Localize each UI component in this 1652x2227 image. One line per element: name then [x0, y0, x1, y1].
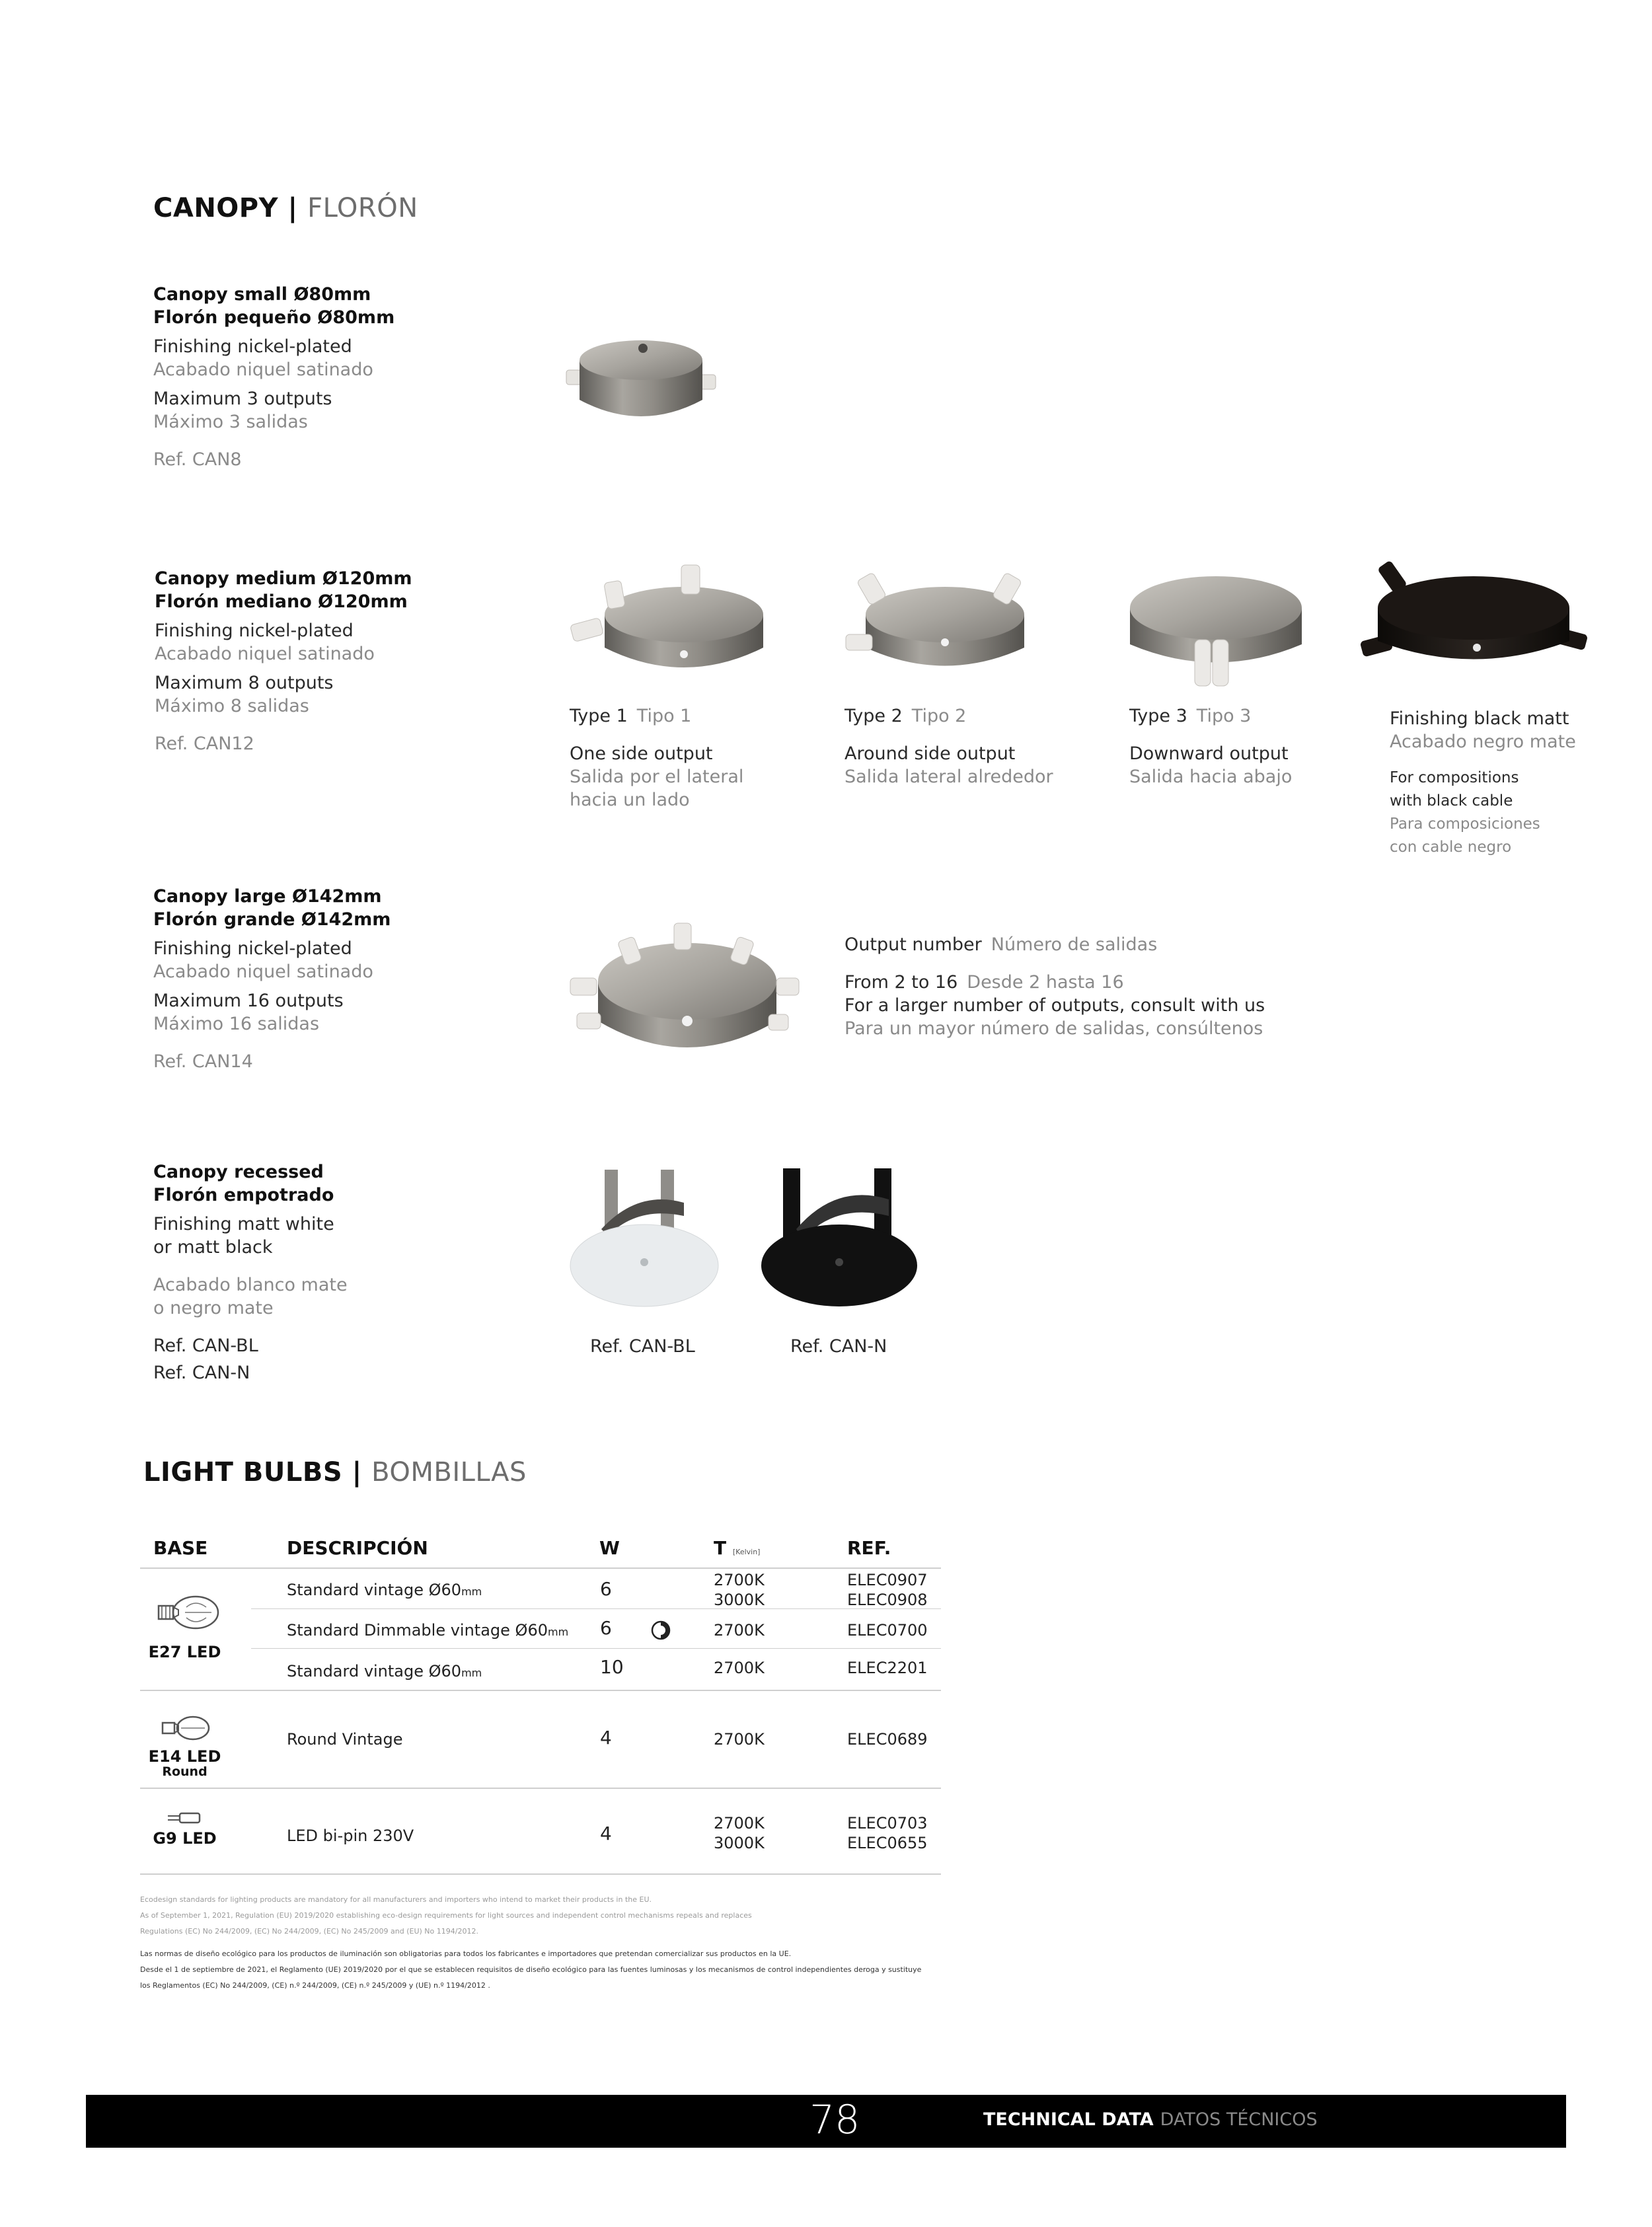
canopy-recessed-finish-es: Acabado blanco mate: [153, 1275, 348, 1295]
table-divider: [140, 1567, 941, 1569]
e27-row2-w: 6: [600, 1617, 612, 1639]
black-note-es: Para composiciones: [1390, 815, 1540, 833]
canopy-medium-ref: Ref. CAN12: [155, 734, 254, 754]
type2-desc-es: Salida lateral alrededor: [845, 767, 1053, 787]
fine-en-1: Ecodesign standards for lighting products are mandatory for all manufacturers and importers who intend to market their products in the EU.: [140, 1895, 652, 1904]
footer-title-es: DATOS TÉCNICOS: [1160, 2109, 1318, 2130]
black-note: For compositions: [1390, 769, 1519, 786]
canopy-medium-info: [155, 567, 412, 755]
canopy-large-outputs-es: Máximo 16 salidas: [153, 1014, 320, 1034]
e27-row1-w: 6: [600, 1578, 612, 1600]
e27-row3-r1: ELEC2201: [847, 1659, 928, 1677]
col-header-desc: DESCRIPCIÓN: [287, 1537, 428, 1559]
canopy-black-image: [1358, 555, 1589, 687]
output-number-label-es: Número de salidas: [991, 934, 1158, 955]
canopy-large-finish: Finishing nickel-plated: [153, 938, 352, 959]
canopy-medium-outputs: Maximum 8 outputs: [155, 673, 334, 693]
e14-row-t1: 2700K: [714, 1730, 765, 1749]
canopy-small-outputs-es: Máximo 3 salidas: [153, 412, 308, 432]
g9-row-t: [714, 1813, 765, 1853]
footer-title: [983, 2109, 1318, 2130]
output-range-es: Desde 2 hasta 16: [967, 972, 1124, 993]
recessed-black-ref: Ref. CAN-N: [790, 1336, 887, 1357]
e27-row1-desc-text: Standard vintage Ø60: [287, 1581, 462, 1599]
e27-row2-desc-text: Standard Dimmable vintage Ø60: [287, 1621, 548, 1640]
canopy-recessed-white-image: [565, 1163, 724, 1315]
e27-row3-t1: 2700K: [714, 1659, 765, 1677]
table-divider: [140, 1690, 941, 1691]
recessed-white-ref: Ref. CAN-BL: [590, 1336, 695, 1357]
fine-en-2: As of September 1, 2021, Regulation (EU) 2019/2020 establishing eco-design requirements for light sources and independent control mechanisms repeals and replaces: [140, 1911, 752, 1920]
table-divider: [140, 1788, 941, 1789]
canopy-recessed-finish: Finishing matt white: [153, 1214, 334, 1234]
canopy-small-outputs: Maximum 3 outputs: [153, 389, 332, 409]
e27-bulb-icon: [152, 1593, 221, 1632]
e14-row-r1: ELEC0689: [847, 1730, 928, 1749]
type1-label: Type 1: [570, 706, 628, 726]
consult-note: For a larger number of outputs, consult with us: [845, 995, 1265, 1016]
type2-info: [845, 704, 1053, 788]
dimmable-icon: [650, 1619, 672, 1642]
g9-row-w: 4: [600, 1823, 612, 1844]
e14-bulb-icon: [157, 1713, 213, 1743]
canopy-large-finish-es: Acabado niquel satinado: [153, 962, 373, 982]
canopy-medium-name-es: Florón mediano Ø120mm: [155, 591, 408, 612]
bulbs-title-en: LIGHT BULBS: [143, 1457, 343, 1488]
bulbs-title-es: BOMBILLAS: [371, 1457, 527, 1488]
type1-desc-es: Salida por el lateral: [570, 767, 744, 787]
canopy-medium-name: Canopy medium Ø120mm: [155, 568, 412, 589]
e27-row2-r1: ELEC0700: [847, 1621, 928, 1640]
g9-row-t2: 3000K: [714, 1834, 765, 1852]
canopy-recessed-finish-es-2: o negro mate: [153, 1298, 274, 1318]
e14-base-label: [140, 1748, 229, 1778]
g9-row-r1: ELEC0703: [847, 1814, 928, 1832]
canopy-medium-finish-es: Acabado niquel satinado: [155, 644, 375, 664]
e27-row3-desc: [287, 1661, 482, 1683]
type1-label-es: Tipo 1: [636, 706, 692, 726]
e27-base-label: [140, 1643, 229, 1661]
canopy-small-finish: Finishing nickel-plated: [153, 336, 352, 357]
col-header-w: W: [599, 1537, 620, 1559]
e27-row1-t2: 3000K: [714, 1591, 765, 1609]
canopy-medium-outputs-es: Máximo 8 salidas: [155, 696, 309, 716]
type1-info: [570, 704, 743, 812]
g9-bulb-icon: [165, 1811, 205, 1825]
g9-row-desc: LED bi-pin 230V: [287, 1827, 414, 1845]
canopy-recessed-info: [153, 1160, 348, 1384]
e27-row1-r2: ELEC0908: [847, 1591, 928, 1609]
section-title-en: CANOPY: [153, 193, 279, 223]
canopy-recessed-black-image: [757, 1163, 922, 1315]
e27-row2-desc: [287, 1620, 568, 1642]
canopy-small-name: Canopy small Ø80mm: [153, 284, 371, 305]
table-divider: [251, 1648, 941, 1649]
canopy-recessed-name-es: Florón empotrado: [153, 1185, 334, 1205]
g9-row-ref: [847, 1813, 928, 1853]
canopy-recessed-ref-1: Ref. CAN-BL: [153, 1336, 258, 1356]
canopy-large-outputs: Maximum 16 outputs: [153, 991, 344, 1011]
e27-row3-unit: mm: [461, 1667, 482, 1679]
e27-row1-r1: ELEC0907: [847, 1571, 928, 1589]
bulbs-section-title: [143, 1457, 527, 1488]
canopy-medium-finish: Finishing nickel-plated: [155, 621, 354, 641]
g9-base-label: [140, 1829, 229, 1848]
table-divider: [251, 1608, 941, 1609]
fine-es-1: Las normas de diseño ecológico para los productos de iluminación son obligatorias para todos los fabricantes e importadores que pretendan comercializar sus productos en la UE.: [140, 1949, 792, 1958]
canopy-recessed-name: Canopy recessed: [153, 1162, 324, 1182]
canopy-large-name-es: Florón grande Ø142mm: [153, 909, 391, 930]
fine-print-es: [140, 1946, 921, 1994]
page-number: 78: [809, 2097, 860, 2143]
col-header-t-label: T: [714, 1537, 727, 1559]
e27-row2-unit: mm: [547, 1626, 569, 1638]
type3-label: Type 3: [1129, 706, 1187, 726]
e14-row-desc: Round Vintage: [287, 1730, 403, 1749]
canopy-small-info: [153, 283, 394, 471]
canopy-small-name-es: Florón pequeño Ø80mm: [153, 307, 395, 328]
type3-desc-es: Salida hacia abajo: [1129, 767, 1293, 787]
canopy-large-ref: Ref. CAN14: [153, 1051, 253, 1072]
canopy-small-finish-es: Acabado niquel satinado: [153, 359, 373, 380]
col-header-ref: REF.: [847, 1537, 891, 1559]
e14-base-sub: Round: [162, 1764, 207, 1779]
bulbs-title-separator: |: [352, 1457, 362, 1488]
canopy-type2-image: [839, 555, 1051, 687]
e27-row3-desc-text: Standard vintage Ø60: [287, 1662, 462, 1680]
e27-row1-t: [714, 1570, 765, 1610]
canopy-large-name: Canopy large Ø142mm: [153, 886, 382, 907]
e27-row1-t1: 2700K: [714, 1571, 765, 1589]
fine-es-2: Desde el 1 de septiembre de 2021, el Reglamento (UE) 2019/2020 por el que se establecen requisitos de diseño ecológico para las fuentes luminosas y los mecanismos de control independientes deroga y sustituye: [140, 1965, 922, 1974]
type1-desc-es-2: hacia un lado: [570, 790, 690, 810]
black-finish-info: [1390, 707, 1576, 859]
g9-row-r2: ELEC0655: [847, 1834, 928, 1852]
canopy-recessed-finish-2: or matt black: [153, 1237, 273, 1258]
canopy-large-info: [153, 885, 391, 1073]
section-title-es: FLORÓN: [307, 193, 418, 223]
e27-row1-unit: mm: [461, 1585, 482, 1598]
e14-base-name: E14 LED: [148, 1747, 221, 1766]
e27-row1-desc: [287, 1580, 482, 1602]
canopy-section-title: [153, 193, 418, 223]
footer-title-en: TECHNICAL DATA: [983, 2109, 1154, 2130]
col-header-t-unit: [Kelvin]: [732, 1548, 761, 1556]
type3-desc: Downward output: [1129, 743, 1289, 764]
g9-row-t1: 2700K: [714, 1814, 765, 1832]
canopy-small-image: [565, 334, 717, 433]
fine-print-en: [140, 1892, 752, 1940]
type2-label-es: Tipo 2: [911, 706, 967, 726]
type3-label-es: Tipo 3: [1196, 706, 1252, 726]
e27-row1-ref: [847, 1570, 928, 1610]
black-note-es-2: con cable negro: [1390, 839, 1512, 856]
type1-desc: One side output: [570, 743, 713, 764]
title-separator: |: [287, 193, 298, 223]
table-divider: [140, 1873, 941, 1875]
col-header-t: [714, 1537, 760, 1559]
e14-row-w: 4: [600, 1727, 612, 1749]
canopy-recessed-ref-2: Ref. CAN-N: [153, 1363, 250, 1383]
canopy-type3-image: [1120, 555, 1318, 694]
output-number-label: Output number: [845, 934, 982, 955]
g9-base-name: G9 LED: [153, 1829, 217, 1848]
black-note-2: with black cable: [1390, 792, 1513, 810]
canopy-small-ref: Ref. CAN8: [153, 449, 242, 470]
e27-base-name: E27 LED: [148, 1643, 221, 1661]
output-range: From 2 to 16: [845, 972, 958, 993]
e27-row3-w: 10: [600, 1656, 624, 1678]
col-header-base: BASE: [153, 1537, 208, 1559]
type2-label: Type 2: [845, 706, 903, 726]
output-number-info: [845, 933, 1265, 1040]
consult-note-es: Para un mayor número de salidas, consúltenos: [845, 1018, 1263, 1039]
type2-desc: Around side output: [845, 743, 1016, 764]
fine-en-3: Regulations (EC) No 244/2009, (EC) No 244/2009, (EC) No 245/2009 and (EU) No 1194/2012.: [140, 1927, 478, 1936]
canopy-type1-image: [565, 555, 776, 687]
e27-row2-t1: 2700K: [714, 1621, 765, 1640]
type3-info: [1129, 704, 1292, 788]
fine-es-3: los Reglamentos (EC) No 244/2009, (CE) n.º 244/2009, (CE) n.º 245/2009 y (UE) n.º 1194/2012 .: [140, 1981, 490, 1990]
black-finish-es: Acabado negro mate: [1390, 732, 1576, 752]
canopy-large-image: [565, 915, 803, 1080]
black-finish: Finishing black matt: [1390, 708, 1569, 729]
